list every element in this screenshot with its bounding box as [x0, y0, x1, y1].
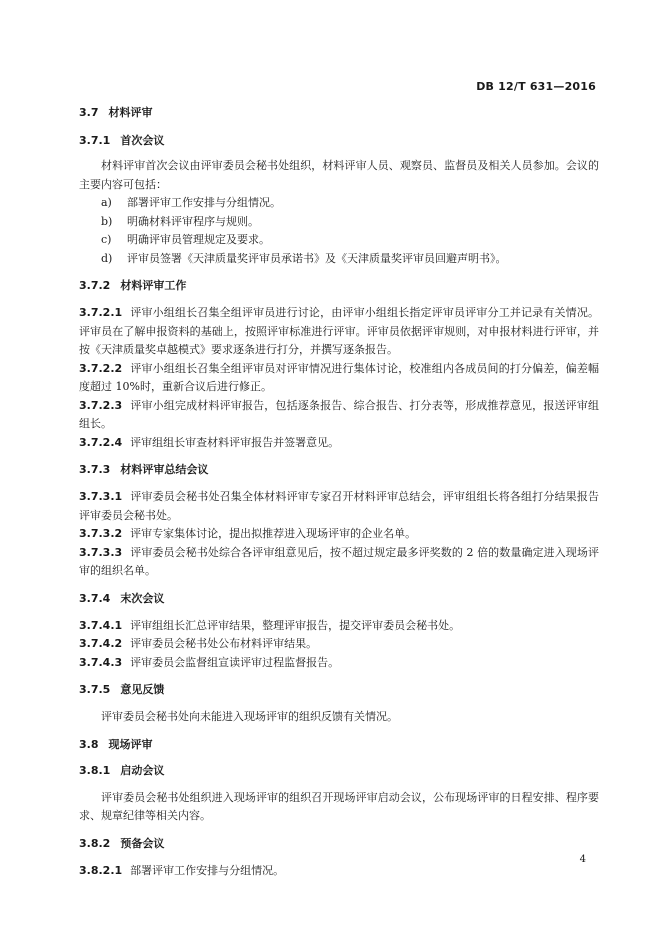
page-content	[79, 105, 599, 880]
list-item	[79, 231, 599, 250]
clause-text: 评审委员会秘书处综合各评审组意见后，按不超过规定最多评奖数的 2 倍的数量确定进入现场评审的组织名单。	[79, 545, 599, 577]
clause-number: 3.8.2.1	[79, 863, 123, 877]
list-marker: a)	[101, 196, 112, 209]
section-title: 预备会议	[120, 836, 165, 850]
clause-number: 3.7.4.2	[79, 637, 123, 650]
clause-3-7-3-1	[79, 488, 599, 525]
clause-number: 3.7.4.3	[79, 655, 123, 669]
clause-text: 评审委员会秘书处召集全体材料评审专家召开材料评审总结会，评审组组长将各组打分结果报告评审委员会秘书处。	[79, 490, 599, 522]
section-title: 首次会议	[120, 134, 165, 147]
section-title: 意见反馈	[120, 683, 165, 696]
clause-number: 3.7.2.3	[79, 398, 123, 412]
clause-number: 3.7.3.3	[79, 545, 123, 559]
clause-text: 评审委员会秘书处公布材料评审结果。	[130, 637, 318, 650]
section-heading-3-7	[79, 105, 599, 121]
clause-3-7-2-4	[79, 434, 599, 453]
list-item-text: 明确材料评审程序与规则。	[127, 214, 259, 228]
clause-number: 3.7.2.2	[79, 361, 123, 375]
clause-3-7-3-2	[79, 525, 599, 544]
clause-text: 评审小组完成材料评审报告，包括逐条报告、综合报告、打分表等，形成推荐意见，报送评审组组长。	[79, 398, 599, 430]
section-number: 3.8.2	[79, 836, 111, 850]
section-heading-3-8	[79, 737, 599, 753]
clause-3-8-2-1	[79, 862, 599, 881]
clause-number: 3.7.2.4	[79, 435, 123, 449]
section-heading-3-7-4	[79, 591, 599, 607]
section-number: 3.7	[79, 106, 99, 119]
clause-number: 3.7.3.1	[79, 490, 123, 503]
list-marker: b)	[101, 214, 113, 228]
clause-3-7-2-3	[79, 397, 599, 434]
section-number: 3.8	[79, 737, 99, 751]
list-item	[79, 213, 599, 232]
section-heading-3-8-2	[79, 836, 599, 852]
list-item-text: 明确评审员管理规定及要求。	[127, 233, 270, 246]
section-title: 现场评审	[108, 737, 153, 751]
clause-3-7-2-2	[79, 360, 599, 397]
list-item	[79, 250, 599, 269]
section-number: 3.7.5	[79, 683, 111, 696]
clause-text: 评审小组组长召集全组评审员进行讨论，由评审小组组长指定评审员评审分工并记录有关情况。评审员在了解申报资料的基础上，按照评审标准进行评审。评审员依据评审规则，对申报材料进行评审，并按《天津质量奖卓越模式》要求逐条进行打分，并撰写逐条报告。	[79, 306, 599, 356]
clause-text: 评审组组长审查材料评审报告并签署意见。	[130, 435, 340, 449]
section-title: 材料评审总结会议	[120, 463, 209, 476]
list-item-text: 评审员签署《天津质量奖评审员承诺书》及《天津质量奖评审员回避声明书》。	[127, 251, 507, 265]
standard-code: DB 12/T 631—2016	[476, 80, 596, 93]
list-marker: d)	[101, 251, 113, 265]
section-number: 3.7.1	[79, 134, 111, 147]
section-heading-3-7-1	[79, 133, 599, 149]
section-number: 3.8.1	[79, 763, 111, 777]
clause-3-7-2-1	[79, 304, 599, 360]
clause-number: 3.7.4.1	[79, 618, 123, 632]
paragraph-3-7-1-intro: 材料评审首次会议由评审委员会秘书处组织，材料评审人员、观察员、监督员及相关人员参加。会议的主要内容可包括：	[79, 159, 599, 191]
section-number: 3.7.4	[79, 591, 111, 605]
section-title: 启动会议	[120, 763, 165, 777]
clause-text: 评审组组长汇总评审结果，整理评审报告，提交评审委员会秘书处。	[130, 618, 461, 632]
clause-3-7-4-3	[79, 654, 599, 673]
section-number: 3.7.2	[79, 279, 111, 292]
list-item-text: 部署评审工作安排与分组情况。	[127, 196, 281, 209]
clause-text: 部署评审工作安排与分组情况。	[130, 863, 285, 877]
section-heading-3-8-1	[79, 763, 599, 779]
list-marker: c)	[101, 233, 112, 246]
section-title: 末次会议	[120, 591, 165, 605]
section-heading-3-7-5	[79, 682, 599, 698]
clause-3-7-3-3	[79, 544, 599, 581]
clause-3-7-4-1	[79, 617, 599, 636]
clause-number: 3.7.3.2	[79, 527, 123, 540]
section-heading-3-7-3	[79, 462, 599, 478]
page-number: 4	[579, 854, 586, 865]
clause-text: 评审委员会监督组宣读评审过程监督报告。	[130, 655, 340, 669]
clause-3-7-4-2	[79, 635, 599, 654]
section-heading-3-7-2	[79, 278, 599, 294]
clause-text: 评审专家集体讨论，提出拟推荐进入现场评审的企业名单。	[130, 527, 417, 540]
clause-text: 评审小组组长召集全组评审员对评审情况进行集体讨论，校准组内各成员间的打分偏差，偏差幅度超过 10%时，重新合议后进行修正。	[79, 361, 599, 393]
section-number: 3.7.3	[79, 463, 111, 476]
paragraph-3-7-5: 评审委员会秘书处向未能进入现场评审的组织反馈有关情况。	[101, 710, 398, 723]
paragraph-3-8-1: 评审委员会秘书处组织进入现场评审的组织召开现场评审启动会议，公布现场评审的日程安排、程序要求、规章纪律等相关内容。	[79, 790, 599, 822]
section-title: 材料评审工作	[120, 279, 187, 292]
section-title: 材料评审	[108, 106, 153, 119]
clause-number: 3.7.2.1	[79, 306, 123, 319]
list-item	[79, 194, 599, 213]
